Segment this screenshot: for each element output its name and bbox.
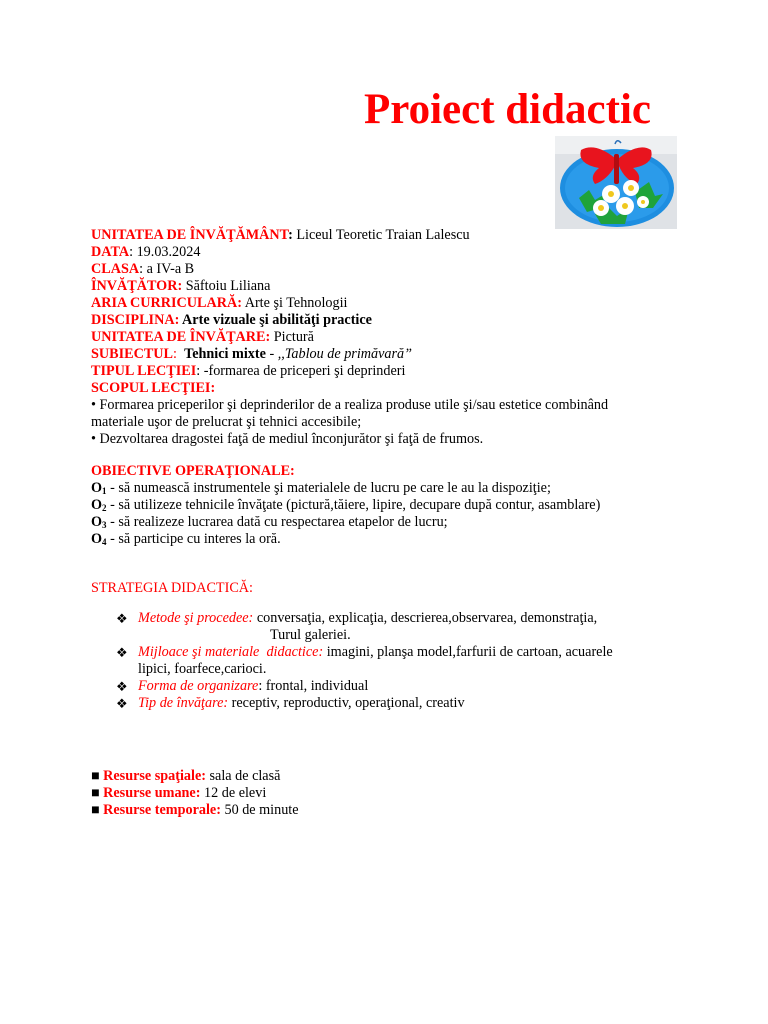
tipul-label: TIPUL LECŢIEI: [91, 363, 197, 379]
diamond-bullet-icon: ❖: [116, 696, 128, 711]
mijloace-value-cont: lipici, foarfece,carioci.: [138, 661, 267, 677]
square-bullet-icon: ■: [91, 802, 100, 818]
obiectiv-code: O: [91, 531, 103, 547]
disciplina-label: DISCIPLINA:: [91, 312, 180, 328]
resurse-umane-line: [91, 785, 266, 802]
obiectiv-num: 1: [102, 486, 107, 496]
resurse-umane-label: Resurse umane:: [103, 785, 201, 801]
obiectiv-code: O: [91, 497, 103, 513]
clasa-label: CLASA: [91, 261, 140, 277]
aria-curriculara-line: [91, 295, 348, 312]
obiective-label: OBIECTIVE OPERAŢIONALE:: [91, 463, 295, 479]
metode-label: Metode şi procedee:: [138, 610, 254, 626]
data-line: [91, 244, 200, 261]
invatator-label: ÎNVĂŢĂTOR:: [91, 278, 183, 294]
obiectiv-code: O: [91, 480, 103, 496]
tip-value: receptiv, reproductiv, operaţional, creativ: [228, 695, 465, 711]
clasa-value: : a IV-a B: [139, 261, 195, 277]
metode-value: conversaţia, explicaţia, descrierea,observarea, demonstraţia,: [253, 610, 598, 626]
metode-line: [138, 610, 597, 627]
unitate-invatamant-value: Liceul Teoretic Traian Lalescu: [292, 227, 470, 243]
document-title: Proiect didactic: [364, 86, 651, 133]
obiectiv-num: 3: [102, 520, 107, 530]
data-label: DATA: [91, 244, 130, 260]
unitate-invatamant-sep: :: [288, 227, 293, 243]
scop-item-1a: • Formarea priceperilor şi deprinderilor de a realiza produse utile şi/sau estetice combinând: [91, 397, 609, 413]
disciplina-line: [91, 312, 372, 329]
spring-craft-illustration: [555, 136, 677, 229]
obiective-heading: [91, 463, 295, 480]
subiectul-line: [91, 346, 412, 363]
resurse-spatiale-line: [91, 768, 280, 785]
tipul-lectiei-line: [91, 363, 405, 380]
unitate-invatare-label: UNITATEA DE ÎNVĂŢARE:: [91, 329, 271, 345]
obiectiv-code: O: [91, 514, 103, 530]
diamond-bullet-icon: ❖: [116, 611, 128, 626]
subiectul-bold: Tehnici mixte: [184, 346, 266, 362]
disciplina-value: Arte vizuale şi abilităţi practice: [179, 312, 372, 328]
square-bullet-icon: ■: [91, 785, 100, 801]
obiectiv-item: [91, 531, 281, 551]
scop-item-1b: materiale uşor de prelucrat şi tehnici accesibile;: [91, 414, 362, 430]
subiectul-italic: ,,Tablou de primăvară”: [277, 346, 413, 362]
obiectiv-text: - să numească instrumentele şi materialele de lucru pe care le au la dispoziţie;: [106, 480, 551, 496]
forma-label: Forma de organizare: [138, 678, 259, 694]
invatator-value: Săftoiu Liliana: [182, 278, 271, 294]
obiectiv-text: - să utilizeze tehnicile învăţate (pictură,tăiere, lipire, decupare după contur, asamblare): [106, 497, 601, 513]
resurse-spatiale-label: Resurse spaţiale:: [103, 768, 206, 784]
resurse-temporale-label: Resurse temporale:: [103, 802, 221, 818]
aria-label: ARIA CURRICULARĂ:: [91, 295, 242, 311]
diamond-bullet-icon: ❖: [116, 645, 128, 660]
obiectiv-text: - să participe cu interes la oră.: [106, 531, 281, 547]
strategia-label: STRATEGIA DIDACTICĂ:: [91, 580, 253, 596]
forma-line: [138, 678, 368, 695]
resurse-umane-value: 12 de elevi: [200, 785, 267, 801]
obiectiv-text: - să realizeze lucrarea dată cu respectarea etapelor de lucru;: [106, 514, 448, 530]
tip-invatare-line: [138, 695, 465, 712]
unitate-invatare-value: Pictură: [270, 329, 314, 345]
unitate-invatamant-line: [91, 227, 470, 244]
mijloace-value: imagini, planşa model,farfurii de cartoan, acuarele: [323, 644, 613, 660]
obiectiv-num: 2: [102, 503, 107, 513]
scopul-label: SCOPUL LECŢIEI:: [91, 380, 216, 396]
square-bullet-icon: ■: [91, 768, 100, 784]
scopul-lectiei-heading: [91, 380, 215, 397]
tip-label: Tip de învăţare:: [138, 695, 229, 711]
forma-value: : frontal, individual: [258, 678, 369, 694]
scop-item-2: • Dezvoltarea dragostei faţă de mediul înconjurător şi faţă de frumos.: [91, 431, 484, 447]
aria-value: Arte şi Tehnologii: [241, 295, 348, 311]
obiectiv-num: 4: [102, 537, 107, 547]
resurse-spatiale-value: sala de clasă: [205, 768, 281, 784]
invatator-line: [91, 278, 270, 295]
mijloace-label: Mijloace şi materiale didactice:: [138, 644, 324, 660]
unitate-invatamant-label: UNITATEA DE ÎNVĂŢĂMÂNT: [91, 227, 289, 243]
unitate-invatare-line: [91, 329, 314, 346]
strategia-heading: [91, 580, 253, 597]
spring-craft-image: [555, 136, 677, 229]
diamond-bullet-icon: ❖: [116, 679, 128, 694]
metode-value-cont: Turul galeriei.: [270, 627, 351, 643]
subiectul-dash: -: [265, 346, 278, 362]
tipul-value: : -formarea de priceperi şi deprinderi: [196, 363, 406, 379]
subiectul-label: SUBIECTUL: [91, 346, 174, 362]
clasa-line: [91, 261, 194, 278]
resurse-temporale-line: [91, 802, 299, 819]
data-value: : 19.03.2024: [129, 244, 201, 260]
resurse-temporale-value: 50 de minute: [220, 802, 299, 818]
subiectul-sep: :: [173, 346, 185, 362]
mijloace-line: [138, 644, 613, 661]
